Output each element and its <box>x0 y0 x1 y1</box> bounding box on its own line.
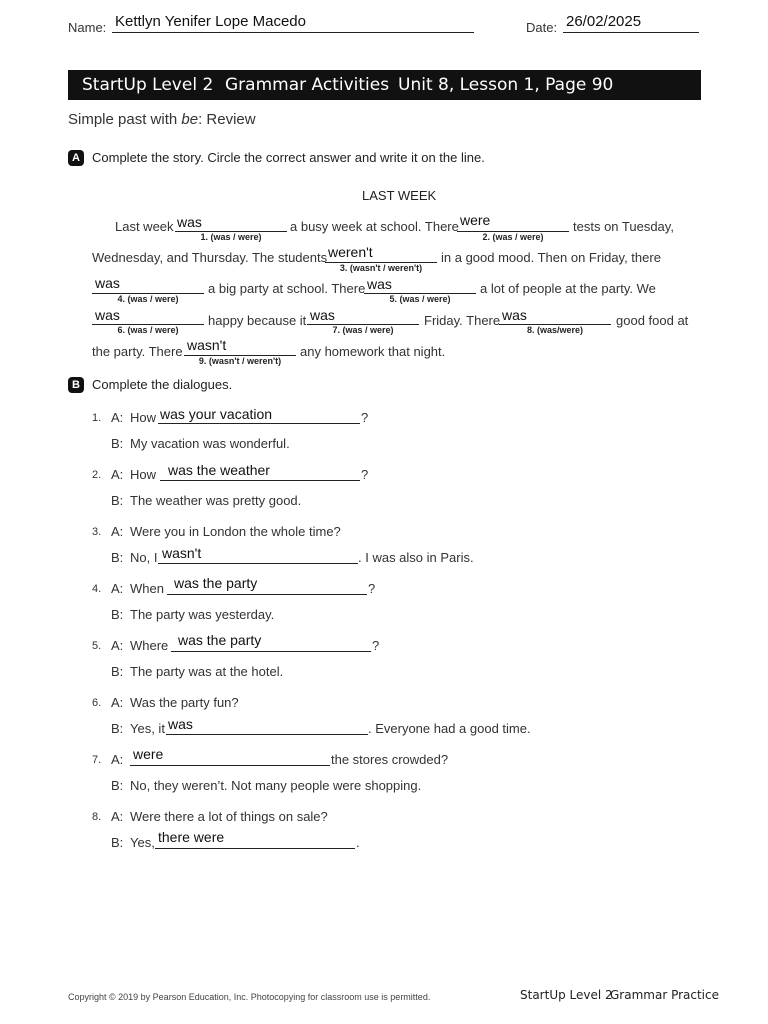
item-text: the stores crowded? <box>331 752 449 767</box>
answer-line <box>155 848 355 849</box>
date-line <box>563 32 699 33</box>
speaker-b: B: <box>111 835 124 850</box>
blank-3-answer[interactable]: weren't <box>328 244 373 260</box>
item-text: ? <box>372 638 380 653</box>
speaker-a: A: <box>111 638 124 653</box>
item-6-answer[interactable]: was <box>168 716 193 732</box>
section-a-badge: A <box>68 150 84 166</box>
speaker-a: A: <box>111 467 124 482</box>
item-text: No, I <box>130 550 158 565</box>
item-text: Yes, <box>130 835 155 850</box>
story-text: tests on Tuesday, <box>573 219 674 234</box>
item-text: . Everyone had a good time. <box>368 721 531 736</box>
section-b-badge: B <box>68 377 84 393</box>
name-line <box>112 32 474 33</box>
item-text: Where <box>130 638 169 653</box>
banner-course: StartUp Level 2 <box>82 75 214 95</box>
blank-1-caption: 1. (was / were) <box>200 232 262 242</box>
item-text: My vacation was wonderful. <box>130 436 290 451</box>
story-text: Friday. There <box>424 313 501 328</box>
story-text: a busy week at school. There <box>290 219 459 234</box>
story-title: LAST WEEK <box>362 188 437 203</box>
section-a-instruction: Complete the story. Circle the correct answer and write it on the line. <box>92 150 485 165</box>
story-text: a lot of people at the party. We <box>480 281 656 296</box>
blank-7-answer[interactable]: was <box>310 307 335 323</box>
item-text: The weather was pretty good. <box>130 493 302 508</box>
story-text: a big party at school. There <box>208 281 366 296</box>
item-text: The party was yesterday. <box>130 607 275 622</box>
blank-4-answer[interactable]: was <box>95 275 120 291</box>
item-text: Were you in London the whole time? <box>130 524 341 539</box>
item-number: 8. <box>92 811 102 823</box>
speaker-a: A: <box>111 410 124 425</box>
speaker-b: B: <box>111 436 124 451</box>
speaker-a: A: <box>111 524 124 539</box>
item-text: The party was at the hotel. <box>130 664 284 679</box>
story-text: any homework that night. <box>300 344 446 359</box>
speaker-a: A: <box>111 581 124 596</box>
item-4-answer[interactable]: was the party <box>174 575 258 591</box>
date-value[interactable]: 26/02/2025 <box>566 13 642 30</box>
blank-8-caption: 8. (was/were) <box>526 325 584 335</box>
blank-9-caption: 9. (wasn't / weren't) <box>198 356 282 366</box>
answer-line <box>130 765 330 766</box>
blank-3-caption: 3. (wasn't / weren't) <box>339 263 423 273</box>
item-number: 2. <box>92 469 102 481</box>
speaker-a: A: <box>111 752 124 767</box>
item-text: ? <box>368 581 376 596</box>
item-text: Were there a lot of things on sale? <box>130 809 328 824</box>
item-3-answer[interactable]: wasn't <box>162 545 202 561</box>
item-5-answer[interactable]: was the party <box>178 632 262 648</box>
page-subtitle: Simple past with be: Review <box>68 111 256 128</box>
speaker-a: A: <box>111 809 124 824</box>
story-text: happy because it <box>208 313 307 328</box>
item-number: 6. <box>92 697 102 709</box>
story-text: Last week <box>115 219 174 234</box>
speaker-b: B: <box>111 778 124 793</box>
item-text: . I was also in Paris. <box>358 550 474 565</box>
blank-4-caption: 4. (was / were) <box>117 294 179 304</box>
item-number: 5. <box>92 640 102 652</box>
footer-section: Grammar Practice <box>610 988 719 1002</box>
item-text: Yes, it <box>130 721 165 736</box>
answer-line <box>167 594 367 595</box>
blank-6-answer[interactable]: was <box>95 307 120 323</box>
name-value[interactable]: Kettlyn Yenifer Lope Macedo <box>115 13 306 30</box>
item-text: ? <box>361 410 369 425</box>
speaker-b: B: <box>111 493 124 508</box>
blank-6-caption: 6. (was / were) <box>117 325 179 335</box>
date-label: Date: <box>526 20 558 35</box>
answer-line <box>171 651 371 652</box>
speaker-b: B: <box>111 721 124 736</box>
speaker-b: B: <box>111 664 124 679</box>
item-1-answer[interactable]: was your vacation <box>160 406 273 422</box>
blank-5-answer[interactable]: was <box>367 276 392 292</box>
story-text: the party. There <box>92 344 183 359</box>
answer-line <box>158 423 360 424</box>
item-number: 1. <box>92 412 102 424</box>
footer-course: StartUp Level 2 <box>520 988 613 1002</box>
answer-line <box>166 734 368 735</box>
item-text: When <box>130 581 164 596</box>
answer-line <box>160 480 360 481</box>
title-banner <box>68 70 701 100</box>
item-text: . <box>356 835 360 850</box>
banner-unit: Unit 8, Lesson 1, Page 90 <box>398 75 614 95</box>
blank-7-caption: 7. (was / were) <box>332 325 394 335</box>
speaker-a: A: <box>111 695 124 710</box>
story-text: Wednesday, and Thursday. The students <box>92 250 328 265</box>
item-text: Was the party fun? <box>130 695 239 710</box>
item-7-answer[interactable]: were <box>133 746 164 762</box>
item-text: How <box>130 410 157 425</box>
blank-1-answer[interactable]: was <box>177 214 202 230</box>
name-label: Name: <box>68 20 107 35</box>
item-number: 3. <box>92 526 102 538</box>
story-text: good food at <box>616 313 689 328</box>
item-text: ? <box>361 467 369 482</box>
blank-9-answer[interactable]: wasn't <box>187 337 227 353</box>
answer-line <box>158 563 358 564</box>
story-text: in a good mood. Then on Friday, there <box>441 250 661 265</box>
section-b-instruction: Complete the dialogues. <box>92 377 233 392</box>
speaker-b: B: <box>111 607 124 622</box>
item-text: No, they weren’t. Not many people were shopping. <box>130 778 422 793</box>
blank-2-answer[interactable]: were <box>460 212 491 228</box>
item-8-answer[interactable]: there were <box>158 829 225 845</box>
copyright: Copyright © 2019 by Pearson Education, Inc. Photocopying for classroom use is permitted. <box>68 992 431 1002</box>
item-text: How <box>130 467 157 482</box>
blank-2-caption: 2. (was / were) <box>482 232 544 242</box>
speaker-b: B: <box>111 550 124 565</box>
blank-5-caption: 5. (was / were) <box>389 294 451 304</box>
item-number: 7. <box>92 754 102 766</box>
blank-8-answer[interactable]: was <box>502 307 527 323</box>
item-number: 4. <box>92 583 102 595</box>
item-2-answer[interactable]: was the weather <box>168 462 270 478</box>
banner-section: Grammar Activities <box>225 75 390 95</box>
